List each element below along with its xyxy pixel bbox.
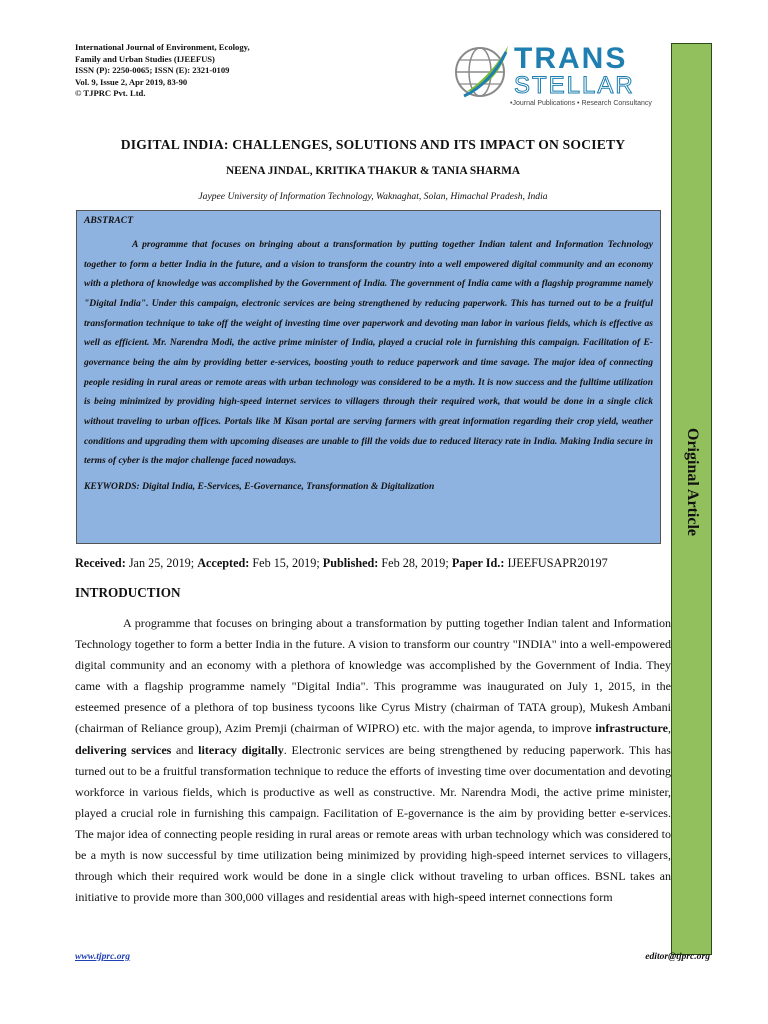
globe-leaf-icon xyxy=(452,42,512,104)
logo-tagline: •Journal Publications • Research Consultancy xyxy=(510,100,652,107)
intro-sep1: , xyxy=(667,721,671,736)
paper-id: IJEEFUSAPR20197 xyxy=(507,556,608,570)
journal-name-line2: Family and Urban Studies (IJEEFUS) xyxy=(75,53,215,64)
paper-title: DIGITAL INDIA: CHALLENGES, SOLUTIONS AND ITS IMPACT ON SOCIETY xyxy=(120,137,626,152)
accepted-label: Accepted: xyxy=(197,556,250,570)
abstract-box xyxy=(76,210,661,544)
introduction-heading: INTRODUCTION xyxy=(75,585,181,600)
logo-word-trans: TRANS xyxy=(514,42,628,75)
intro-text-part2: . Electronic services are being strengthened by reducing paperwork. This has turned out to be a fruitful transformation technique to reduce the efforts of investing time over documentation and devoting workforce in various fields, which is productive as well as constructive. Mr. Narendra Modi, the active prime minister, played a crucial role in furnishing this campaign. Facilitation of E-governance is the aim by providing better e-services. The major idea of connecting people residing in rural areas or remote areas with urban technology which was considered to be a myth is now successful by time utilization being minimized by providing high-speed internet services to villagers, through which their required work would be done in a single click without traveling to urban offices. BSNL takes an initiative to provide more than 300,000 villages and residential areas with high-speed internet connections form xyxy=(75,742,671,905)
journal-name-line1: International Journal of Environment, Ecology, xyxy=(75,42,250,52)
abstract-heading: ABSTRACT xyxy=(84,215,134,226)
published-label: Published: xyxy=(322,556,379,570)
accepted-date: Feb 15, 2019; xyxy=(252,556,320,570)
intro-bold-infrastructure: infrastructure xyxy=(595,721,668,736)
publication-dates xyxy=(75,556,671,571)
website-link[interactable]: www.tjprc.org xyxy=(75,951,131,962)
transtellar-logo xyxy=(452,42,682,114)
abstract-text: A programme that focuses on bringing about a transformation by putting together Indian talent and Information Technology together to form a better India in the future, and a vision to transform the country into a well empowered digital community and an economy with a plethora of knowledge was accomplished by the Government of India. The government of India came with a flagship programme namely "Digital India". Under this campaign, electronic services are being strengthened by reducing paperwork. This has turned out to be a fruitful transformation technique to take off the weight of investing time over paperwork and devoting man labor in various fields, which is effective as well as efficient. Mr. Narendra Modi, the active prime minister of India, played a crucial role in furnishing this campaign. Facilitation of E-governance being the aim by providing better e-services, boosting youth to reduce paperwork and time savage. The major idea of connecting people residing in rural areas or remote areas with urban technology was considered to be a myth. It is now success and the fulltime utilization is being minimized by providing high-speed internet services to villagers through their required work, that would be done in a single click without traveling to urban offices. Portals like M Kisan portal are serving farmers with great information regarding their crop yield, weather conditions and upgrading them with upcoming diseases are unable to fill the voids due to reduced literacy rate in India. Making India secure in terms of cyber is the major challenge faced nowadays. xyxy=(84,239,653,467)
editor-email: editor@tjprc.org xyxy=(645,951,710,962)
published-date: Feb 28, 2019; xyxy=(381,556,449,570)
journal-info xyxy=(75,42,315,100)
author-affiliation: Jaypee University of Information Technology, Waknaghat, Solan, Himachal Pradesh, India xyxy=(198,191,548,202)
intro-bold-literacy-digitally: literacy digitally xyxy=(198,742,284,757)
received-date: Jan 25, 2019; xyxy=(128,556,195,570)
keywords: KEYWORDS: Digital India, E-Services, E-Governance, Transformation & Digitalization xyxy=(84,480,435,492)
intro-text-part1: A programme that focuses on bringing about a transformation by putting together Indian talent and Information Technology together to form a better India in the future. A vision to transform our country "INDIA" into a well-empowered digital community and an economy with a plethora of knowledge was accomplished by the Government of India. They came with a flagship programme namely "Digital India". This programme was inaugurated on July 1, 2015, in the esteemed presence of a plethora of top business tycoons like Cyrus Mistry (chairman of TATA group), Mukesh Ambani (chairman of Reliance group), Azim Premji (chairman of WIPRO) etc. with the major agenda, to improve xyxy=(75,616,671,736)
journal-copyright: © TJPRC Pvt. Ltd. xyxy=(75,88,146,98)
logo-word-stellar: STELLAR xyxy=(514,72,635,99)
journal-issn: ISSN (P): 2250-0065; ISSN (E): 2321-0109 xyxy=(75,65,230,75)
paper-id-label: Paper Id.: xyxy=(451,556,505,570)
paper-authors: NEENA JINDAL, KRITIKA THAKUR & TANIA SHARMA xyxy=(225,165,521,177)
intro-bold-delivering-services: delivering services xyxy=(75,742,172,757)
introduction-body xyxy=(75,613,671,908)
journal-volume: Vol. 9, Issue 2, Apr 2019, 83-90 xyxy=(75,76,188,87)
intro-sep2: and xyxy=(171,742,199,757)
received-label: Received: xyxy=(75,556,126,570)
article-type-label: Original Article xyxy=(684,428,701,536)
